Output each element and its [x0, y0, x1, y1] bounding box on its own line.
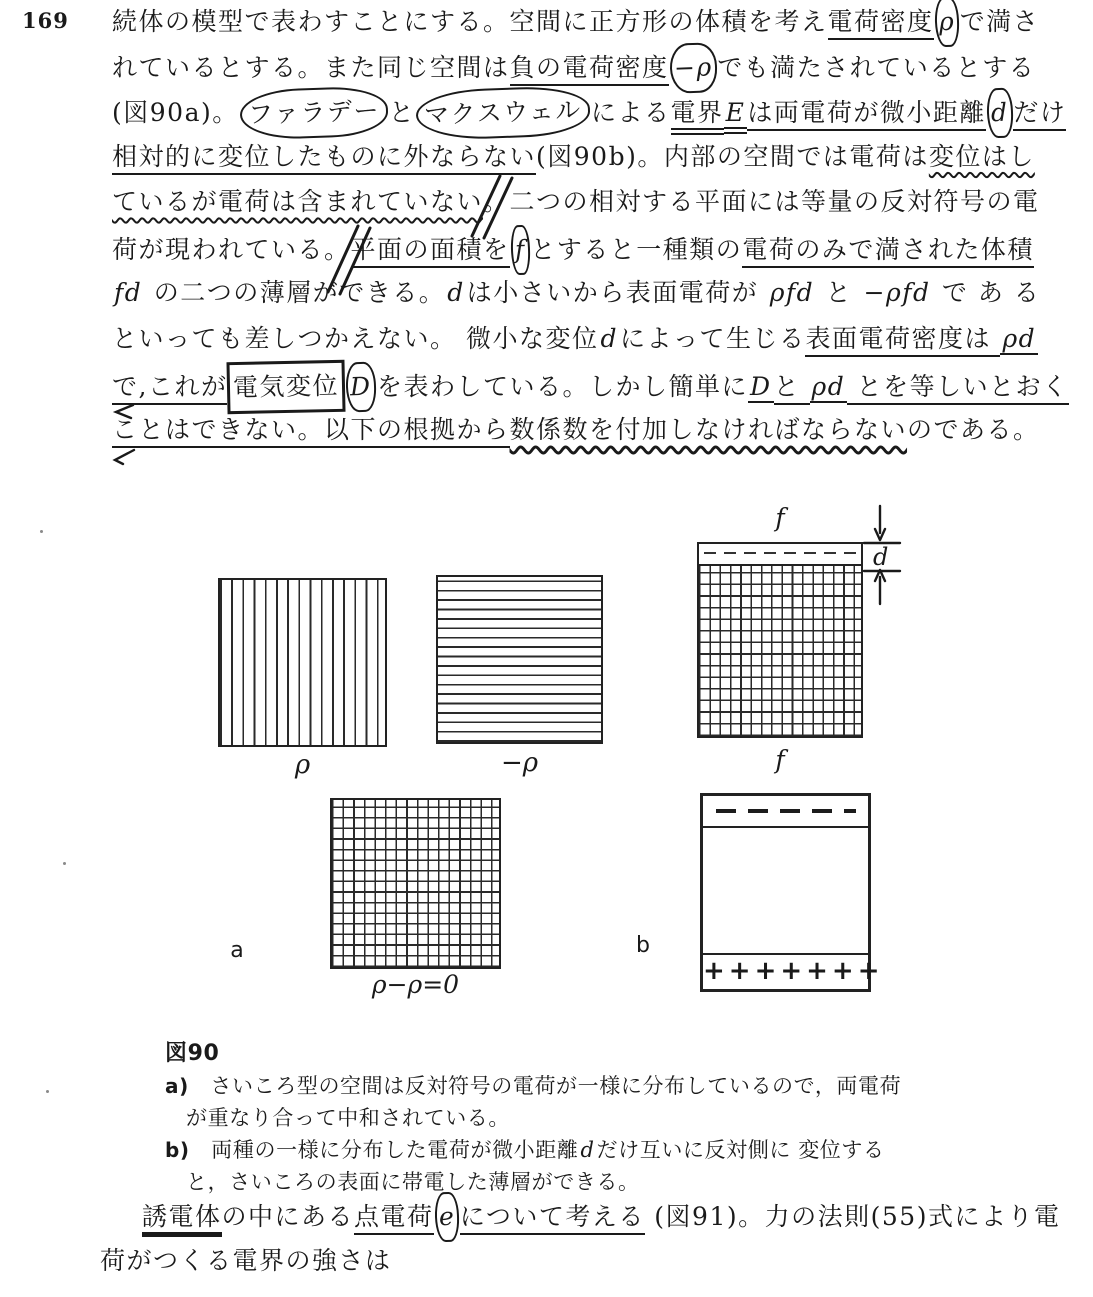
square-charged-surfaces	[700, 793, 884, 992]
text-segment-marker: b)	[165, 1138, 190, 1162]
empty-interior	[703, 828, 868, 953]
text-line	[112, 179, 1072, 225]
text-line	[100, 1238, 1060, 1284]
text-segment-underline: 点電荷	[354, 1202, 434, 1235]
text-segment-underline: 表面電荷密度は	[805, 324, 1000, 357]
text-line	[112, 225, 1072, 271]
text-segment: (図90a)。	[112, 98, 239, 127]
plus-signs-row: +++++++	[703, 956, 884, 986]
square-displaced-grid	[697, 542, 863, 738]
text-segment-box: 電気変位	[227, 360, 346, 414]
text-segment-underline-italic: D	[750, 372, 772, 401]
underline-hook-line10	[115, 450, 134, 464]
text-line	[112, 270, 1072, 316]
text-segment-wavy: ているが電荷は含まれていない	[112, 187, 484, 216]
caption-title: 図90	[165, 1041, 220, 1066]
text-line	[100, 1192, 1060, 1238]
text-segment: れているとする。また同じ空間は	[112, 52, 510, 82]
text-segment: と	[816, 278, 862, 307]
panel-b-label: b	[636, 933, 650, 958]
text-line	[165, 1134, 965, 1166]
grid-fill	[699, 566, 861, 736]
text-segment-circle-italic: f	[510, 224, 530, 274]
square-negative-density	[436, 575, 603, 744]
text-segment-double-underline: 電界	[671, 98, 724, 135]
text-segment-circle: マクスウェル	[415, 85, 590, 141]
text-segment: でも満たされているとする	[717, 52, 1036, 82]
text-segment: で あ る	[932, 278, 1041, 307]
text-segment-underline: 電荷密度	[828, 7, 934, 40]
text-segment: といっても差しつかえない。 微小な変位	[112, 323, 599, 353]
text-line	[112, 361, 1072, 407]
text-segment-underline: 電荷のみで満された体積	[742, 235, 1034, 268]
label-f-bottom: f	[775, 745, 785, 774]
text-segment: 両種の一様に分布した電荷が微小距離	[189, 1138, 579, 1162]
text-segment: が重なり合って中和されている。	[186, 1106, 510, 1130]
text-segment: だけ互いに反対側に 変位する	[596, 1138, 885, 1162]
label-rho-minus-rho-zero: ρ−ρ=0	[371, 970, 460, 999]
text-segment-circle-italic: D	[346, 361, 377, 412]
scan-speck	[40, 530, 43, 533]
text-segment-circle: ファラデー	[239, 85, 389, 140]
text-segment-italic: fd	[114, 278, 143, 307]
text-segment-underline-italic: ρd	[1002, 323, 1037, 353]
text-segment-underline: ことはできない。以下の根拠から	[112, 415, 510, 448]
text-segment: の二つの薄層ができる。	[144, 278, 446, 307]
text-segment: の中にある	[221, 1202, 355, 1231]
label-f-top: f	[775, 503, 785, 532]
label-rho: ρ	[294, 750, 311, 780]
text-segment: を表わしている。しかし簡単に	[377, 372, 749, 401]
text-segment-underline: だけ	[1013, 98, 1066, 131]
d-marker-label: d	[873, 543, 889, 571]
text-segment: 続体の模型で表わすことにする。空間に正方形の体積を考え	[112, 7, 828, 36]
text-line	[112, 407, 1072, 453]
d-dimension-marker	[864, 506, 900, 604]
text-segment-underline: は両電荷が	[747, 98, 880, 131]
text-segment: で満さ	[959, 7, 1040, 36]
text-segment: は小さいから表面電荷が	[466, 278, 768, 307]
text-segment-underline: 平面の面積を	[351, 235, 510, 268]
text-segment-italic: d	[580, 1138, 595, 1162]
text-segment-italic: −ρfd	[863, 278, 931, 307]
text-segment-circle-italic: ρ	[934, 0, 960, 47]
main-paragraph	[112, 0, 1072, 452]
text-segment: と	[388, 98, 416, 127]
text-line	[165, 1102, 965, 1134]
text-segment-thick-underline: 誘電体	[142, 1202, 222, 1237]
scan-speck	[63, 862, 66, 865]
panel-a-label: a	[230, 938, 244, 963]
text-segment-wavy: 変位はし	[928, 141, 1035, 171]
text-segment: のである。	[907, 414, 1040, 444]
text-segment-circle-italic: e	[434, 1192, 460, 1242]
text-line	[112, 316, 1072, 362]
square-positive-density	[218, 578, 387, 747]
minus-dashes	[716, 809, 856, 813]
text-segment-underline: とを等しいとおく	[847, 372, 1068, 405]
dashed-layer-line	[704, 552, 856, 554]
text-segment: さいころ型の空間は反対符号の電荷が一様に分布しているので，両電荷	[188, 1074, 902, 1098]
text-line	[112, 88, 1072, 134]
text-segment-italic: ρfd	[769, 278, 815, 307]
text-segment-circle-italic: −ρ	[669, 42, 717, 93]
text-segment-underline: 負の電荷密度	[510, 53, 669, 86]
text-segment-double-underline-italic: E	[724, 98, 748, 134]
text-segment-italic: d	[447, 278, 465, 307]
text-segment: 二つの相対する平面には等量の反対符号の電	[509, 187, 1040, 216]
text-line	[112, 134, 1072, 180]
text-segment: による	[591, 98, 671, 127]
text-segment: 荷が現われている。	[112, 234, 351, 264]
page-number: 169	[22, 8, 69, 33]
text-segment-underline: 相対的に変位したものに外ならない	[112, 142, 536, 175]
text-segment-underline: について考える	[460, 1202, 645, 1235]
surface-layer-band	[699, 544, 861, 566]
caption-items	[165, 1070, 965, 1198]
text-segment: 荷がつくる電界の強さは	[100, 1245, 392, 1275]
text-segment-underline: と	[774, 372, 810, 405]
text-segment: 。	[483, 187, 510, 216]
closing-paragraph	[100, 1192, 1060, 1283]
text-segment: (図90b)。内部の空間では電荷は	[536, 141, 929, 171]
negative-surface-band	[703, 796, 868, 828]
text-line	[112, 43, 1072, 89]
text-segment: と，さいころの表面に帯電した薄層ができる。	[186, 1170, 640, 1194]
text-segment-italic: d	[600, 323, 618, 353]
text-segment-underline: 微小距離	[880, 98, 986, 131]
figure-90-caption	[165, 1040, 965, 1198]
scan-speck	[46, 1090, 49, 1093]
text-segment-zigzag: 数係数を付加しなければならない	[509, 414, 908, 444]
text-segment-circle-italic: d	[986, 88, 1013, 138]
text-line	[165, 1070, 965, 1102]
square-neutral-grid	[330, 798, 501, 969]
text-segment-underline-italic: ρd	[811, 372, 846, 401]
positive-surface-band	[703, 953, 884, 989]
text-segment: によって生じる	[619, 323, 806, 353]
text-segment-underline: で,これが	[112, 372, 227, 405]
label-minus-rho: −ρ	[500, 748, 539, 778]
text-segment: とすると一種類の	[530, 234, 743, 264]
text-segment-marker: a)	[165, 1074, 189, 1098]
text-segment: (図91)。力の法則(55)式により電	[644, 1202, 1061, 1231]
text-line	[112, 0, 1072, 43]
